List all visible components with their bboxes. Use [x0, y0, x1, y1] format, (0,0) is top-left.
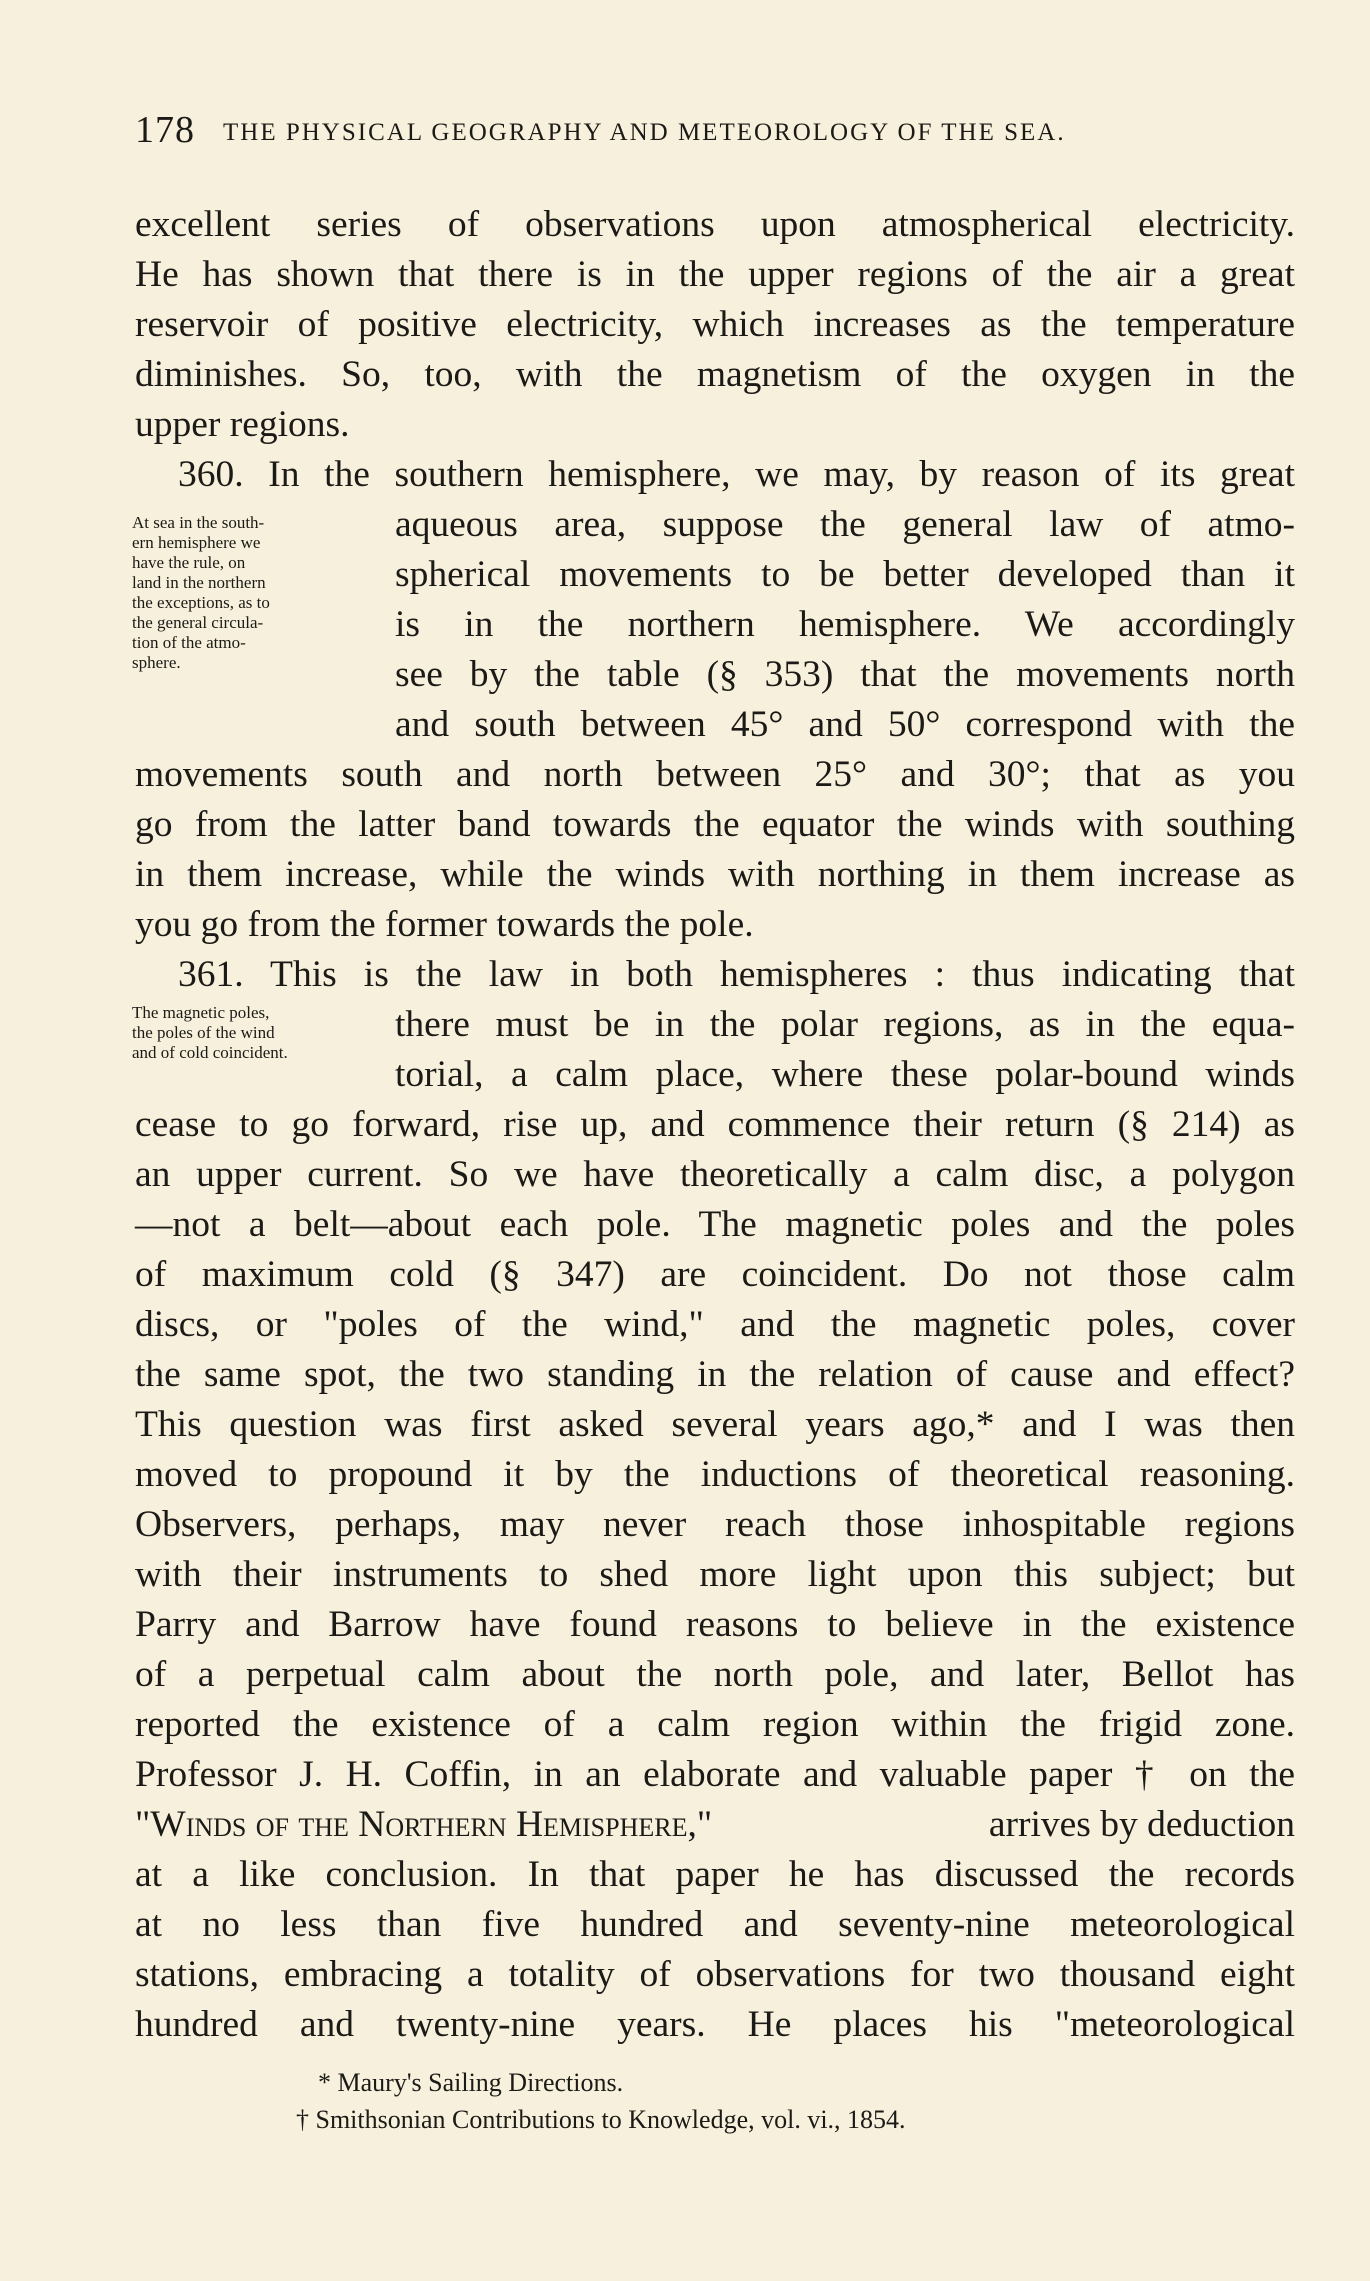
text-line: see by the table (§ 353) that the movements north — [395, 654, 1295, 695]
text-line: of maximum cold (§ 347) are coincident. Do not those calm — [135, 1254, 1295, 1295]
text-line: you go from the former towards the pole. — [135, 904, 754, 945]
text-line: in them increase, while the winds with northing in them increase as — [135, 854, 1295, 895]
text-line: upper regions. — [135, 404, 350, 445]
paper-title: "Winds of the Northern Hemisphere," — [135, 1804, 713, 1845]
text-line: the same spot, the two standing in the relation of cause and effect? — [135, 1354, 1295, 1395]
text-line: is in the northern hemisphere. We accordingly — [395, 604, 1295, 645]
text-line: with their instruments to shed more light upon this subject; but — [135, 1554, 1295, 1595]
text-line: an upper current. So we have theoretically a calm disc, a polygon — [135, 1154, 1295, 1195]
text-line: go from the latter band towards the equator the winds with southing — [135, 804, 1295, 845]
page-number: 178 — [135, 109, 195, 151]
text-line: and south between 45° and 50° correspond with the — [395, 704, 1295, 745]
running-header — [135, 108, 1235, 152]
margin-note-line: have the rule, on — [132, 553, 246, 572]
footnote-maury: * Maury's Sailing Directions. — [318, 2068, 624, 2097]
text-line: Parry and Barrow have found reasons to believe in the existence — [135, 1604, 1295, 1645]
text-line: reported the existence of a calm region within the frigid zone. — [135, 1704, 1295, 1745]
paragraph-360-start: 360. In the southern hemisphere, we may, by reason of its great — [178, 454, 1295, 495]
text-line: excellent series of observations upon atmospherical electricity. — [135, 204, 1295, 245]
text-line: diminishes. So, too, with the magnetism of the oxygen in the — [135, 354, 1295, 395]
text-line: aqueous area, suppose the general law of atmo- — [395, 504, 1295, 545]
text-fragment: arrives by deduction — [988, 1804, 1295, 1845]
running-title: THE PHYSICAL GEOGRAPHY AND METEOROLOGY OF THE SEA. — [223, 119, 1066, 146]
text-line: discs, or "poles of the wind," and the magnetic poles, cover — [135, 1304, 1295, 1345]
text-line: there must be in the polar regions, as in the equa- — [395, 1004, 1295, 1045]
footnote-smithsonian: † Smithsonian Contributions to Knowledge, vol. vi., 1854. — [296, 2105, 906, 2134]
text-line: at a like conclusion. In that paper he has discussed the records — [135, 1854, 1295, 1895]
text-line: He has shown that there is in the upper regions of the air a great — [135, 254, 1295, 295]
margin-note-line: the general circula- — [132, 613, 264, 632]
margin-note-line: and of cold coincident. — [132, 1043, 288, 1062]
margin-note-line: The magnetic poles, — [132, 1003, 270, 1022]
margin-note-line: ern hemisphere we — [132, 533, 261, 552]
text-line: at no less than five hundred and seventy-nine meteorological — [135, 1904, 1295, 1945]
text-line: Professor J. H. Coffin, in an elaborate and valuable paper † on the — [135, 1754, 1295, 1795]
margin-note-magnetic-poles — [132, 1003, 382, 1063]
text-line: cease to go forward, rise up, and commence their return (§ 214) as — [135, 1104, 1295, 1145]
text-line: movements south and north between 25° and 30°; that as you — [135, 754, 1295, 795]
margin-note-line: the poles of the wind — [132, 1023, 275, 1042]
text-line: Observers, perhaps, may never reach those inhospitable regions — [135, 1504, 1295, 1545]
text-line: moved to propound it by the inductions of theoretical reasoning. — [135, 1454, 1295, 1495]
text-line: reservoir of positive electricity, which increases as the temperature — [135, 304, 1295, 345]
margin-note-southern-hemisphere — [132, 513, 372, 673]
margin-note-line: tion of the atmo- — [132, 633, 246, 652]
margin-note-line: At sea in the south- — [132, 513, 265, 532]
text-line: spherical movements to be better developed than it — [395, 554, 1295, 595]
text-line: This question was first asked several years ago,* and I was then — [135, 1404, 1295, 1445]
text-line: —not a belt—about each pole. The magnetic poles and the poles — [135, 1204, 1295, 1245]
text-line — [135, 1800, 1295, 1850]
text-line: torial, a calm place, where these polar-bound winds — [395, 1054, 1295, 1095]
text-line: of a perpetual calm about the north pole, and later, Bellot has — [135, 1654, 1295, 1695]
text-line: hundred and twenty-nine years. He places his "meteorological — [135, 2004, 1295, 2045]
margin-note-line: sphere. — [132, 653, 181, 672]
text-line: stations, embracing a totality of observations for two thousand eight — [135, 1954, 1295, 1995]
paragraph-361-start: 361. This is the law in both hemispheres : thus indicating that — [178, 954, 1295, 995]
margin-note-line: the exceptions, as to — [132, 593, 270, 612]
margin-note-line: land in the northern — [132, 573, 266, 592]
